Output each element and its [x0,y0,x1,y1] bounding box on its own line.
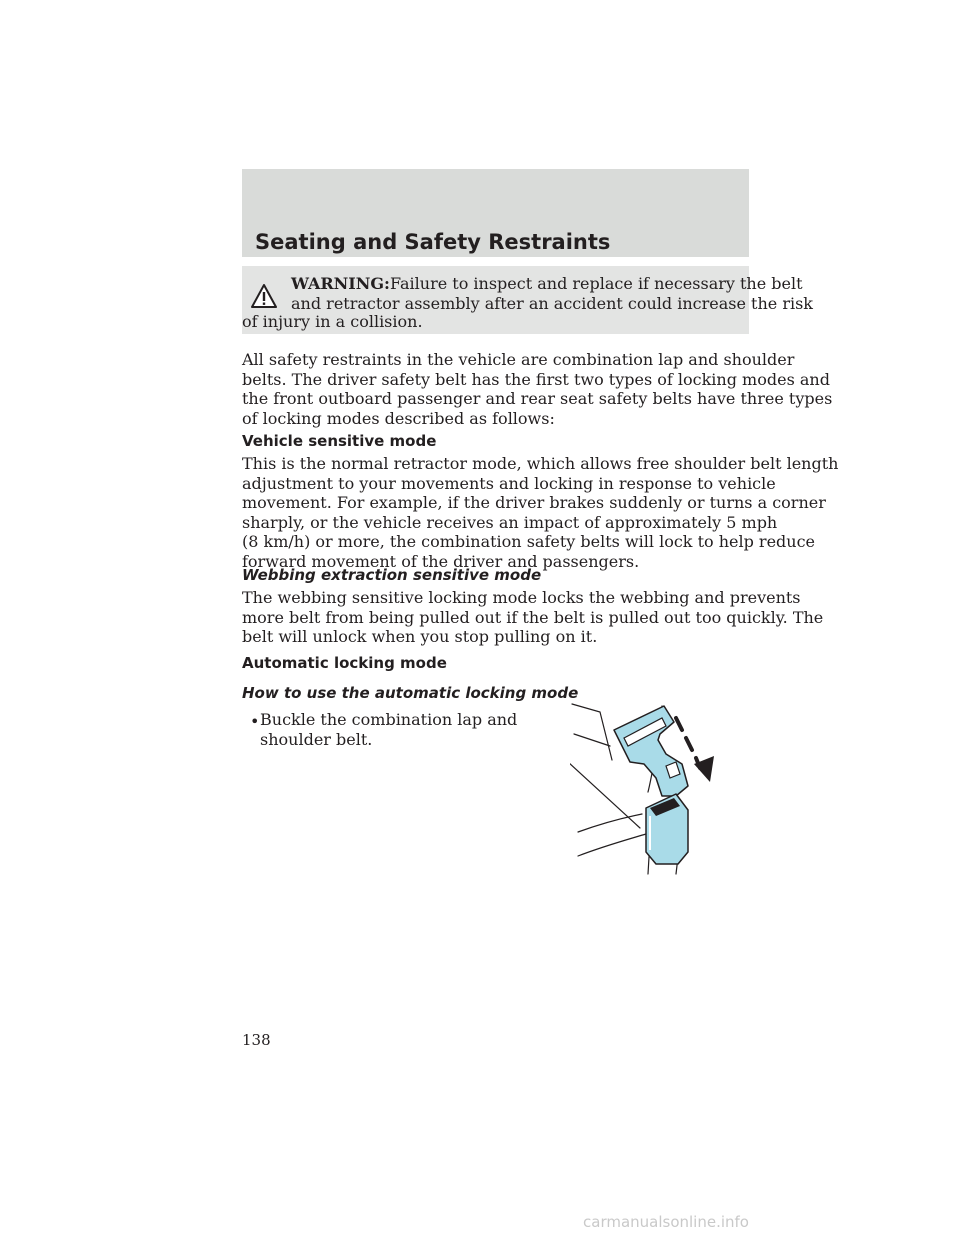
intro-line: All safety restraints in the vehicle are combination lap and shoulder [242,350,795,369]
vehicle-mode-line: movement. For example, if the driver brakes suddenly or turns a corner [242,493,826,513]
intro-line: the front outboard passenger and rear seat safety belts have three types [242,389,833,409]
warning-line-1 [291,274,803,294]
warning-triangle-icon [250,283,278,309]
bullet-text [260,710,517,750]
vehicle-mode-line: forward movement of the driver and passengers. [242,551,640,571]
warning-label: WARNING: [291,274,390,293]
vehicle-mode-line: sharply, or the vehicle receives an impact of approximately 5 mph [242,512,778,532]
webbing-mode-paragraph [242,588,824,647]
webbing-mode-heading: Webbing extraction sensitive mode [242,566,542,584]
intro-line: of locking modes described as follows: [242,408,555,428]
page-number: 138 [242,1031,271,1049]
seat-belt-buckle-illustration [570,700,750,880]
auto-mode-subheading: How to use the automatic locking mode [242,684,579,702]
watermark: carmanualsonline.info [583,1213,749,1231]
webbing-mode-line: The webbing sensitive locking mode locks the webbing and prevents [242,588,801,607]
vehicle-mode-line: adjustment to your movements and locking in response to vehicle [242,473,776,493]
vehicle-mode-heading: Vehicle sensitive mode [242,432,437,450]
vehicle-mode-paragraph [242,454,839,572]
warning-text-1: Failure to inspect and replace if necessary the belt [389,274,803,293]
vehicle-mode-line: (8 km/h) or more, the combination safety belts will lock to help reduce [242,532,816,552]
auto-mode-heading: Automatic locking mode [242,654,447,672]
bullet: • [250,712,260,731]
bullet-line: Buckle the combination lap and [260,710,518,729]
intro-paragraph [242,350,833,428]
webbing-mode-line: more belt from being pulled out if the belt is pulled out too quickly. The [242,607,824,627]
vehicle-mode-line: This is the normal retractor mode, which allows free shoulder belt length [242,454,839,473]
section-title: Seating and Safety Restraints [255,230,611,254]
webbing-mode-line: belt will unlock when you stop pulling on it. [242,627,598,647]
warning-line-3: of injury in a collision. [242,312,423,331]
intro-line: belts. The driver safety belt has the first two types of locking modes and [242,369,830,389]
warning-line-2: and retractor assembly after an accident could increase the risk [291,294,813,313]
bullet-line: shoulder belt. [260,730,373,749]
